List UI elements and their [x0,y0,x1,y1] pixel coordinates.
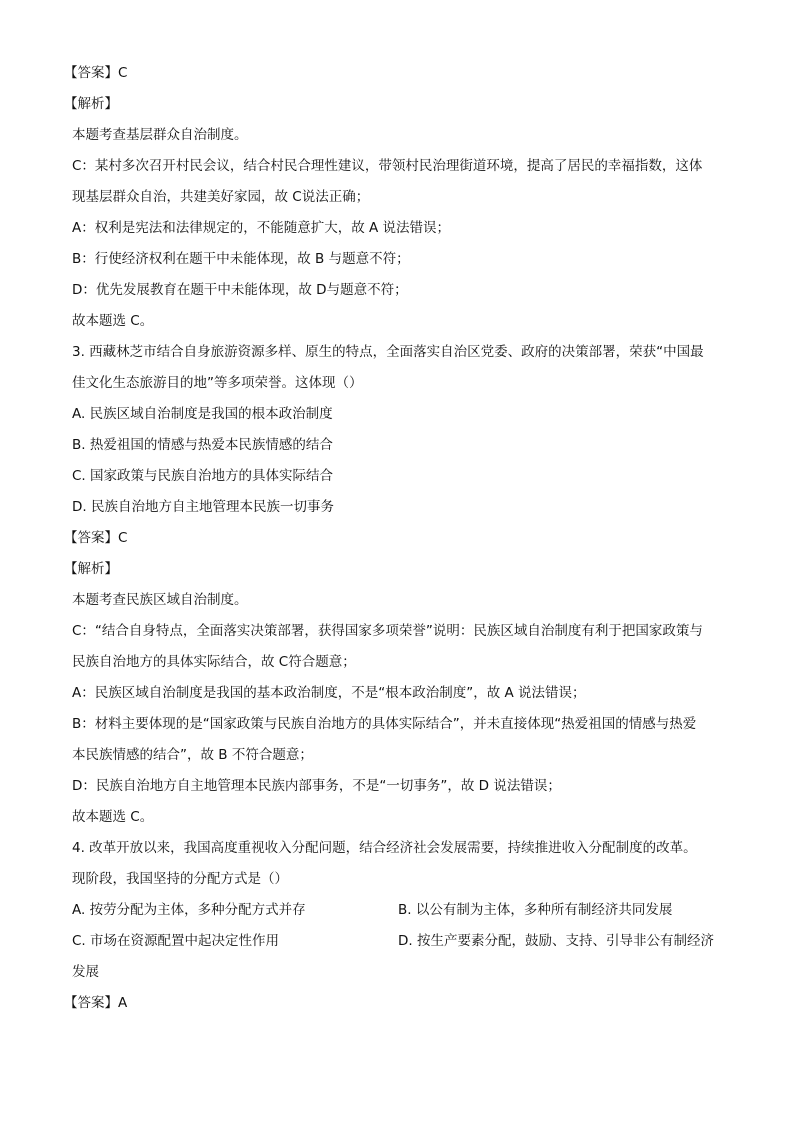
q4-options-row1 [72,897,724,928]
q4-stem-line1: 4. 改革开放以来，我国高度重视收入分配问题，结合经济社会发展需要，持续推进收入分配制度的改革。 [72,840,697,856]
q3-analysis-label: 【解析】 [64,561,118,577]
q4-option-a: A. 按劳分配为主体，多种分配方式并存 [72,902,306,918]
q3-option-d: D. 民族自治地方自主地管理本民族一切事务 [72,499,334,515]
q2-analysis-a: A：权利是宪法和法律规定的，不能随意扩大，故 A 说法错误； [72,220,451,236]
document-page [64,60,724,1021]
q4-option-d-continued: 发展 [72,964,99,980]
q3-analysis-a: A：民族区域自治制度是我国的基本政治制度，不是“根本政治制度”，故 A 说法错误； [72,685,586,701]
q4-options-row2 [72,928,724,959]
q3-analysis-d: D：民族自治地方自主地管理本民族内部事务，不是“一切事务”，故 D 说法错误； [72,778,561,794]
q4-answer: 【答案】A [64,995,128,1011]
q3-option-b: B. 热爱祖国的情感与热爱本民族情感的结合 [72,437,333,453]
q4-option-b: B. 以公有制为主体，多种所有制经济共同发展 [398,902,673,918]
q2-analysis-c-line2: 现基层群众自治，共建美好家园，故 C说法正确； [72,189,370,205]
q3-stem-line2: 佳文化生态旅游目的地”等多项荣誉。这体现（） [72,375,363,391]
q3-stem-line1: 3. 西藏林芝市结合自身旅游资源多样、原生的特点，全面落实自治区党委、政府的决策部署，荣获“中国最 [72,344,704,360]
q2-analysis-b: B：行使经济权利在题干中未能体现，故 B 与题意不符； [72,251,410,267]
q3-conclusion: 故本题选 C。 [72,809,154,825]
q3-option-c: C. 国家政策与民族自治地方的具体实际结合 [72,468,334,484]
q4-stem-line2: 现阶段，我国坚持的分配方式是（） [72,871,288,887]
q2-analysis-label: 【解析】 [64,96,118,112]
q2-topic: 本题考查基层群众自治制度。 [72,127,248,143]
q3-analysis-c-line2: 民族自治地方的具体实际结合，故 C符合题意； [72,654,356,670]
q3-analysis-c-line1: C：“结合自身特点，全面落实决策部署，获得国家多项荣誉”说明：民族区域自治制度有利于把国家政策与 [72,623,703,639]
q4-option-c: C. 市场在资源配置中起决定性作用 [72,933,280,949]
q2-conclusion: 故本题选 C。 [72,313,154,329]
q3-analysis-b-line2: 本民族情感的结合”，故 B 不符合题意； [72,747,313,763]
q3-answer: 【答案】C [64,530,128,546]
q2-answer: 【答案】C [64,65,128,81]
q4-option-d: D. 按生产要素分配，鼓励、支持、引导非公有制经济 [398,933,714,949]
q2-analysis-d: D：优先发展教育在题干中未能体现，故 D与题意不符； [72,282,408,298]
q3-topic: 本题考查民族区域自治制度。 [72,592,248,608]
q2-analysis-c-line1: C：某村多次召开村民会议，结合村民合理性建议，带领村民治理街道环境，提高了居民的幸福指数，这体 [72,158,703,174]
q3-analysis-b-line1: B：材料主要体现的是“国家政策与民族自治地方的具体实际结合”，并未直接体现“热爱祖国的情感与热爱 [72,716,697,732]
q3-option-a: A. 民族区域自治制度是我国的根本政治制度 [72,406,333,422]
